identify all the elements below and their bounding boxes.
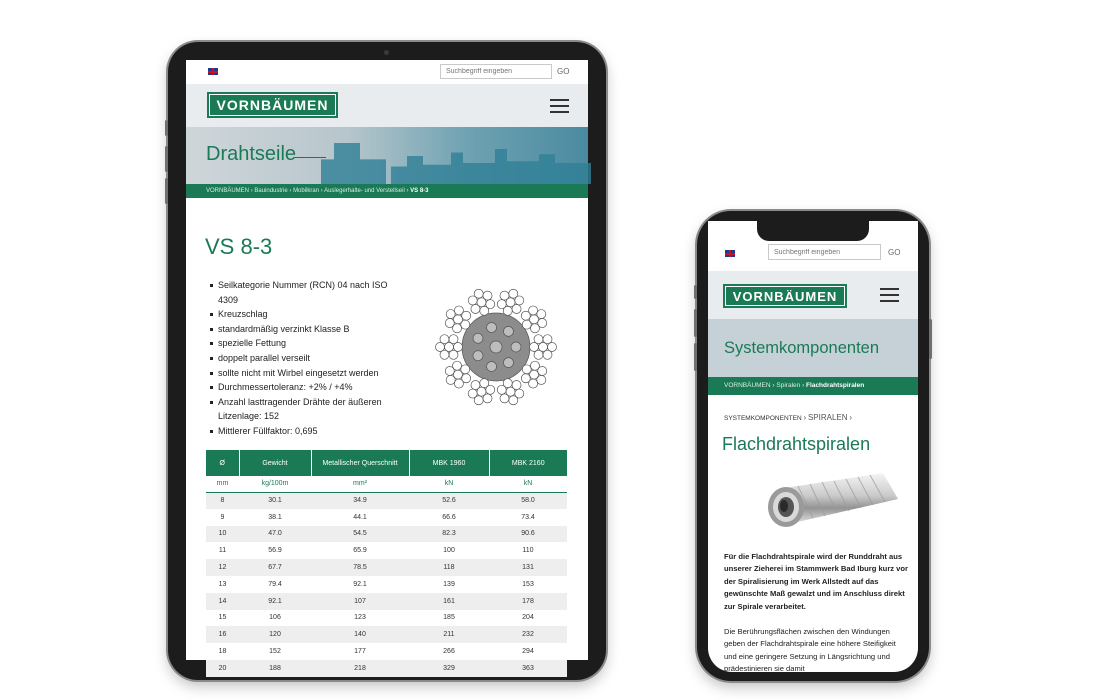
uk-flag-icon[interactable] [725, 250, 735, 257]
rope-strand-wire [512, 304, 521, 313]
table-row [206, 559, 567, 576]
table-cell: 266 [443, 648, 455, 656]
breadcrumb-separator: › [406, 188, 409, 194]
table-cell: 188 [239, 660, 311, 677]
sub-navigation [724, 413, 852, 422]
flat-wire-spiral-image [758, 471, 898, 541]
breadcrumb-item[interactable]: Mobilkran [293, 188, 320, 194]
rope-strand-wire [538, 366, 547, 375]
breadcrumb-item[interactable]: VORNBÄUMEN [724, 382, 771, 389]
logo[interactable]: VORNBÄUMEN [723, 284, 847, 308]
rope-strand-wire [503, 379, 512, 388]
table-cell: 66.6 [442, 513, 456, 521]
table-cell: 79.4 [268, 580, 282, 588]
table-row [206, 660, 567, 677]
feature-item: sollte nicht mit Wirbel eingesetzt werden [210, 366, 410, 381]
rope-strand-wire [500, 291, 509, 300]
table-cell: 92.1 [353, 580, 367, 588]
tablet-search-input[interactable] [440, 64, 552, 79]
phone-volume-up [694, 309, 697, 337]
table-cell: 78.5 [311, 559, 409, 576]
hamburger-menu-icon[interactable] [550, 99, 569, 113]
factory-silhouette [391, 149, 591, 184]
tablet-screen [186, 60, 588, 672]
wire-rope-cross-section [430, 281, 562, 413]
rope-core-wire [487, 323, 497, 333]
rope-strand-wire [468, 296, 477, 305]
table-cell: 178 [489, 593, 567, 610]
intro-paragraph: Für die Flachdrahtspirale wird der Runddraht aus unserer Zieherei im Stammwerk Bad Iburg kurz vor der Spiralisierung im Werk Allstedt auf das gewünschte Maß gewalzt und im Anschluss direkt zur Spirale verarbeitet. [724, 552, 908, 611]
feature-item: standardmäßig verzinkt Klasse B [210, 322, 410, 337]
table-row [206, 643, 567, 660]
table-cell: 118 [409, 559, 489, 576]
table-cell: 16 [206, 626, 239, 643]
rope-strand-wire [440, 350, 449, 359]
table-row [206, 610, 567, 627]
table-cell: 18 [218, 648, 227, 656]
page-title: Flachdrahtspiralen [722, 434, 871, 454]
table-row [206, 509, 567, 526]
table-cell: 15 [218, 614, 227, 622]
breadcrumb [186, 184, 588, 198]
feature-item: Mittlerer Füllfaktor: 0,695 [210, 424, 410, 439]
rope-strand-wire [515, 389, 524, 398]
table-row [206, 526, 567, 543]
subnav-separator: › [803, 413, 807, 422]
table-cell: 218 [311, 660, 409, 677]
rope-core-wire [503, 358, 513, 368]
feature-item: Seilkategorie Nummer (RCN) 04 nach ISO 4309 [210, 278, 410, 307]
table-header: MBK 1960 [409, 450, 489, 476]
table-cell: 161 [409, 593, 489, 610]
table-cell: 152 [269, 648, 281, 656]
table-cell: 34.9 [311, 492, 409, 509]
table-cell: 11 [218, 547, 227, 555]
table-cell: 140 [311, 626, 409, 643]
rope-strand-wire [446, 375, 455, 384]
breadcrumb-separator: › [250, 188, 253, 194]
rope-strand-wire [522, 320, 531, 329]
breadcrumb-item[interactable]: Spiralen [776, 382, 801, 389]
table-cell: 90.6 [489, 526, 567, 543]
rope-core-wire [487, 361, 497, 371]
rope-strand-wire [529, 306, 538, 315]
tablet-search-go-button[interactable]: GO [557, 67, 570, 76]
hero-title: Systemkomponenten [724, 339, 880, 357]
rope-strand-wire [480, 306, 489, 315]
rope-strand-wire [543, 350, 552, 359]
table-row [206, 593, 567, 610]
breadcrumb-current: VS 8-3 [410, 188, 429, 194]
breadcrumb-item[interactable]: Auslegerhalte- und Verstellseil [324, 188, 405, 194]
table-cell: 20 [206, 660, 239, 677]
table-cell: 38.1 [268, 513, 282, 521]
rope-strand-wire [486, 385, 495, 394]
rope-core-wire [473, 351, 483, 361]
hero-title-line [294, 157, 326, 158]
phone-volume-down [694, 343, 697, 371]
rope-strand-wire [468, 389, 477, 398]
specs-table [206, 450, 567, 677]
table-row [206, 542, 567, 559]
table-row [206, 626, 567, 643]
tablet-camera [384, 50, 389, 55]
phone-search-go-button[interactable]: GO [888, 248, 901, 257]
breadcrumb-separator: › [289, 188, 292, 194]
hero-title: Drahtseile [206, 143, 297, 165]
table-header: MBK 2160 [489, 450, 567, 476]
tablet-header [186, 84, 588, 127]
breadcrumb-separator: › [320, 188, 323, 194]
rope-strand-wire [483, 394, 492, 403]
phone-header [708, 271, 918, 319]
table-cell: 30.1 [239, 492, 311, 509]
rope-strand-wire [543, 335, 552, 344]
rope-strand-wire [449, 350, 458, 359]
table-cell: 120 [239, 626, 311, 643]
rope-core-wire [511, 342, 521, 352]
hamburger-menu-icon[interactable] [880, 288, 899, 302]
feature-list [210, 278, 410, 439]
feature-item: doppelt parallel verseilt [210, 351, 410, 366]
table-cell: 82.3 [409, 526, 489, 543]
rope-strand-wire [453, 361, 462, 370]
tablet-volume-down [165, 178, 168, 204]
table-cell: 329 [409, 660, 489, 677]
table-cell: 12 [206, 559, 239, 576]
table-cell: 13 [218, 580, 227, 588]
rope-core-wire [473, 333, 483, 343]
rope-strand-wire [515, 296, 524, 305]
table-cell: 56.9 [268, 547, 282, 555]
unit-cell: kg/100m [239, 476, 311, 492]
table-cell: 73.4 [521, 513, 535, 521]
feature-item: Anzahl lasttragender Drähte der äußeren Litzenlage: 152 [210, 395, 410, 424]
tablet-side-button [165, 120, 168, 136]
table-cell: 139 [443, 580, 455, 588]
rope-strand-wire [512, 381, 521, 390]
breadcrumb-current: Flachdrahtspiralen [806, 382, 865, 389]
table-cell: 44.1 [353, 513, 367, 521]
rope-strand-wire [522, 365, 531, 374]
table-cell: 92.1 [239, 593, 311, 610]
phone-search-input[interactable] [768, 244, 881, 260]
breadcrumb [708, 377, 918, 395]
table-cell: 67.7 [239, 559, 311, 576]
table-row [206, 492, 567, 509]
table-cell: 153 [522, 580, 534, 588]
forklift-silhouette [321, 143, 386, 184]
rope-core-wire [490, 341, 502, 353]
page-title: VS 8-3 [205, 234, 273, 259]
table-cell: 363 [489, 660, 567, 677]
tablet-top-bar [186, 60, 588, 84]
table-cell: 232 [489, 626, 567, 643]
table-header: Gewicht [239, 450, 311, 476]
rope-strand-wire [454, 379, 463, 388]
table-cell: 14 [206, 593, 239, 610]
table-cell: 10 [206, 526, 239, 543]
breadcrumb-separator: › [772, 382, 775, 389]
unit-cell: kN [409, 476, 489, 492]
table-cell: 54.5 [311, 526, 409, 543]
table-cell: 9 [220, 513, 225, 521]
table-cell: 8 [206, 492, 239, 509]
rope-strand-wire [462, 311, 471, 320]
unit-cell: mm [206, 476, 239, 492]
rope-strand-wire [534, 335, 543, 344]
phone-mute-switch [694, 285, 697, 299]
table-cell: 100 [443, 547, 455, 555]
rope-strand-wire [471, 381, 480, 390]
tablet-volume-up [165, 146, 168, 172]
uk-flag-icon[interactable] [208, 68, 218, 75]
table-cell: 47.0 [239, 526, 311, 543]
table-row [206, 576, 567, 593]
rope-strand-wire [483, 291, 492, 300]
rope-strand-wire [471, 304, 480, 313]
unit-cell: mm² [311, 476, 409, 492]
rope-strand-wire [461, 320, 470, 329]
unit-cell: kN [489, 476, 567, 492]
phone-hero-banner [708, 319, 918, 377]
table-cell: 204 [522, 614, 534, 622]
tablet-device [168, 42, 606, 680]
table-header: Ø [206, 450, 239, 476]
breadcrumb-separator: › [802, 382, 805, 389]
table-cell: 106 [269, 614, 281, 622]
table-cell: 185 [443, 614, 455, 622]
rope-core-wire [503, 326, 513, 336]
table-cell: 294 [522, 648, 534, 656]
phone-device [697, 211, 929, 681]
table-cell: 58.0 [489, 492, 567, 509]
rope-strand-wire [537, 310, 546, 319]
table-cell: 110 [522, 547, 534, 555]
rope-strand-wire [446, 310, 455, 319]
subnav-chevron-icon: › [849, 413, 853, 422]
table-cell: 52.6 [409, 492, 489, 509]
hero-banner [186, 127, 588, 184]
phone-screen [708, 221, 918, 672]
table-cell: 107 [311, 593, 409, 610]
rope-strand-wire [537, 375, 546, 384]
table-cell: 131 [489, 559, 567, 576]
table-cell: 177 [354, 648, 366, 656]
rope-strand-wire [440, 335, 449, 344]
subnav-parent-link[interactable]: SYSTEMKOMPONENTEN [724, 415, 802, 422]
table-cell: 211 [409, 626, 489, 643]
rope-strand-wire [530, 324, 539, 333]
feature-item: Kreuzschlag [210, 307, 410, 322]
phone-power-button [929, 319, 932, 359]
rope-strand-wire [521, 374, 530, 383]
table-cell: 65.9 [353, 547, 367, 555]
phone-notch [757, 219, 869, 241]
logo[interactable]: VORNBÄUMEN [207, 92, 338, 118]
table-header: Metallischer Querschnitt [311, 450, 409, 476]
body-paragraph: Die Berührungsflächen zwischen den Windungen geben der Flachdrahtspirale eine höhere Steifigkeit und eine geringere Setzung in Längsrichtung und prädestinieren sie damit [724, 627, 896, 674]
subnav-section-link[interactable]: SPIRALEN [807, 413, 848, 422]
rope-strand-wire [461, 365, 470, 374]
breadcrumb-item[interactable]: VORNBÄUMEN [206, 188, 250, 194]
feature-item: spezielle Fettung [210, 336, 410, 351]
rope-strand-wire [445, 319, 454, 328]
breadcrumb-item[interactable]: Bauindustrie [254, 188, 288, 194]
table-cell: 123 [354, 614, 366, 622]
rope-strand-wire [500, 394, 509, 403]
feature-item: Durchmessertoleranz: +2% / +4% [210, 380, 410, 395]
rope-strand-wire [497, 300, 506, 309]
